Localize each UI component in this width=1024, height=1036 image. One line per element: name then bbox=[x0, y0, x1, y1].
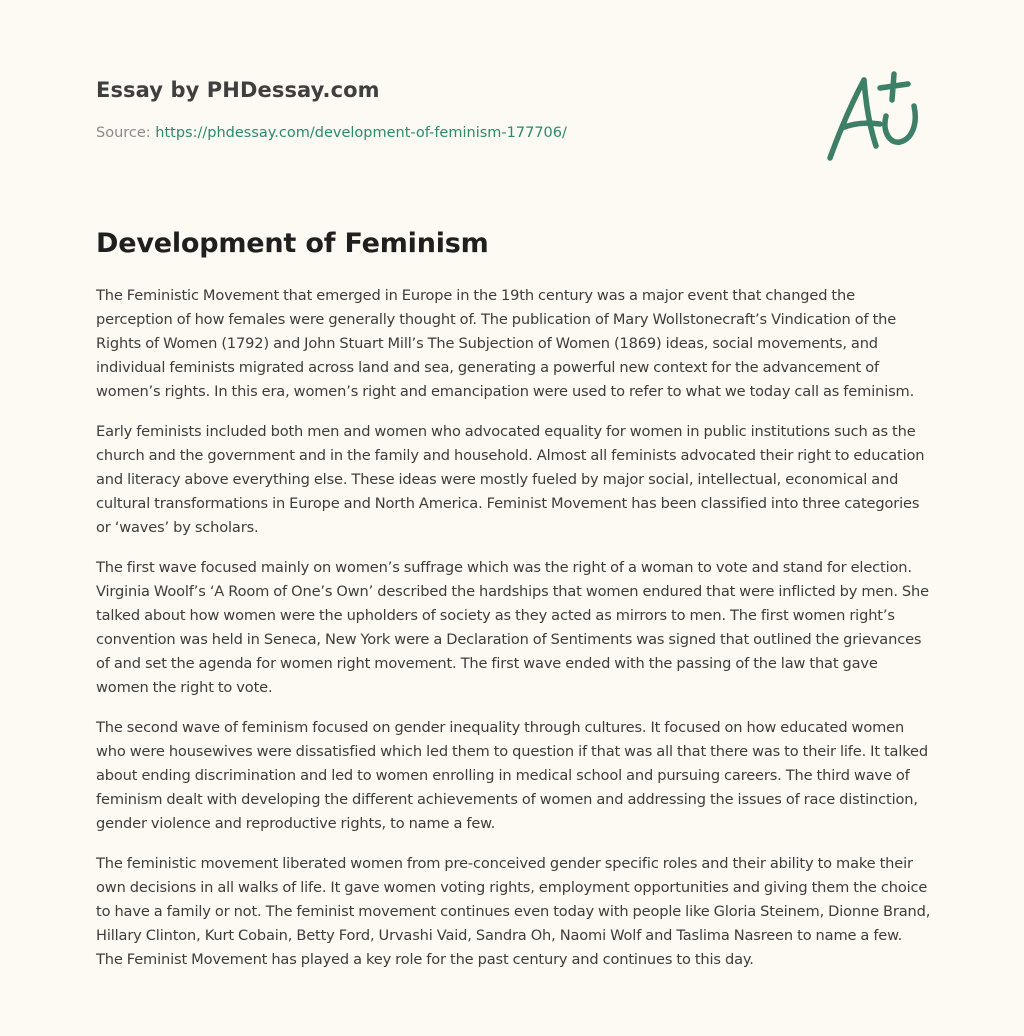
logo-a-right-stroke bbox=[864, 80, 876, 146]
source-line bbox=[96, 123, 796, 143]
essay-paragraph: The second wave of feminism focused on gender inequality through cultures. It focused on how educated women who were housewives were dissatisfied which led them to question if that was all that there was to their life. It talked about ending discrimination and led to women enrolling in medical school and pursuing careers. The third wave of feminism dealt with developing the different achievements of women and addressing the issues of race distinction, gender violence and reproductive rights, to name a few. bbox=[96, 719, 928, 832]
logo-plus-horizontal bbox=[880, 84, 908, 88]
source-link[interactable]: https://phdessay.com/development-of-feminism-177706/ bbox=[155, 125, 567, 141]
site-title: Essay by PHDessay.com bbox=[96, 78, 380, 102]
logo-a-left-stroke bbox=[830, 80, 864, 158]
logo-check-curve bbox=[885, 106, 915, 142]
essay-title: Development of Feminism bbox=[96, 228, 489, 259]
essay-body bbox=[96, 284, 932, 988]
essay-paragraph: Early feminists included both men and women who advocated equality for women in public institutions such as the church and the government and in the family and household. Almost all feminists advocated their right to education and literacy above everything else. These ideas were mostly fueled by major social, intellectual, economical and cultural transformations in Europe and North America. Feminist Movement has been classified into three categories or ‘waves’ by scholars. bbox=[96, 423, 925, 536]
essay-paragraph: The first wave focused mainly on women’s suffrage which was the right of a woman to vote and stand for election. Virginia Woolf’s ‘A Room of One’s Own’ described the hardships that women endured that were inflicted by men. She talked about how women were the upholders of society as they acted as mirrors to men. The first women right’s convention was held in Seneca, New York were a Declaration of Sentiments was signed that outlined the grievances of and set the agenda for women right movement. The first wave ended with the passing of the law that gave women the right to vote. bbox=[96, 559, 929, 696]
logo-a-crossbar bbox=[842, 123, 880, 128]
essay-paragraph: The feministic movement liberated women from pre-conceived gender specific roles and their ability to make their own decisions in all walks of life. It gave women voting rights, employment opportunities and giving them the choice to have a family or not. The feminist movement continues even today with people like Gloria Steinem, Dionne Brand, Hillary Clinton, Kurt Cobain, Betty Ford, Urvashi Vaid, Sandra Oh, Naomi Wolf and Taslima Nasreen to name a few. The Feminist Movement has played a key role for the past century and continues to this day. bbox=[96, 855, 931, 968]
essay-paragraph: The Feministic Movement that emerged in Europe in the 19th century was a major event that changed the perception of how females were generally thought of. The publication of Mary Wollstonecraft’s Vindication of the Rights of Women (1792) and John Stuart Mill’s The Subjection of Women (1869) ideas, social movements, and individual feminists migrated across land and sea, generating a powerful new context for the advancement of women’s rights. In this era, women’s right and emancipation were used to refer to what we today call as feminism. bbox=[96, 287, 915, 400]
source-label: Source: bbox=[96, 125, 156, 141]
a-plus-grade-icon bbox=[820, 66, 930, 166]
page-header bbox=[96, 76, 796, 143]
